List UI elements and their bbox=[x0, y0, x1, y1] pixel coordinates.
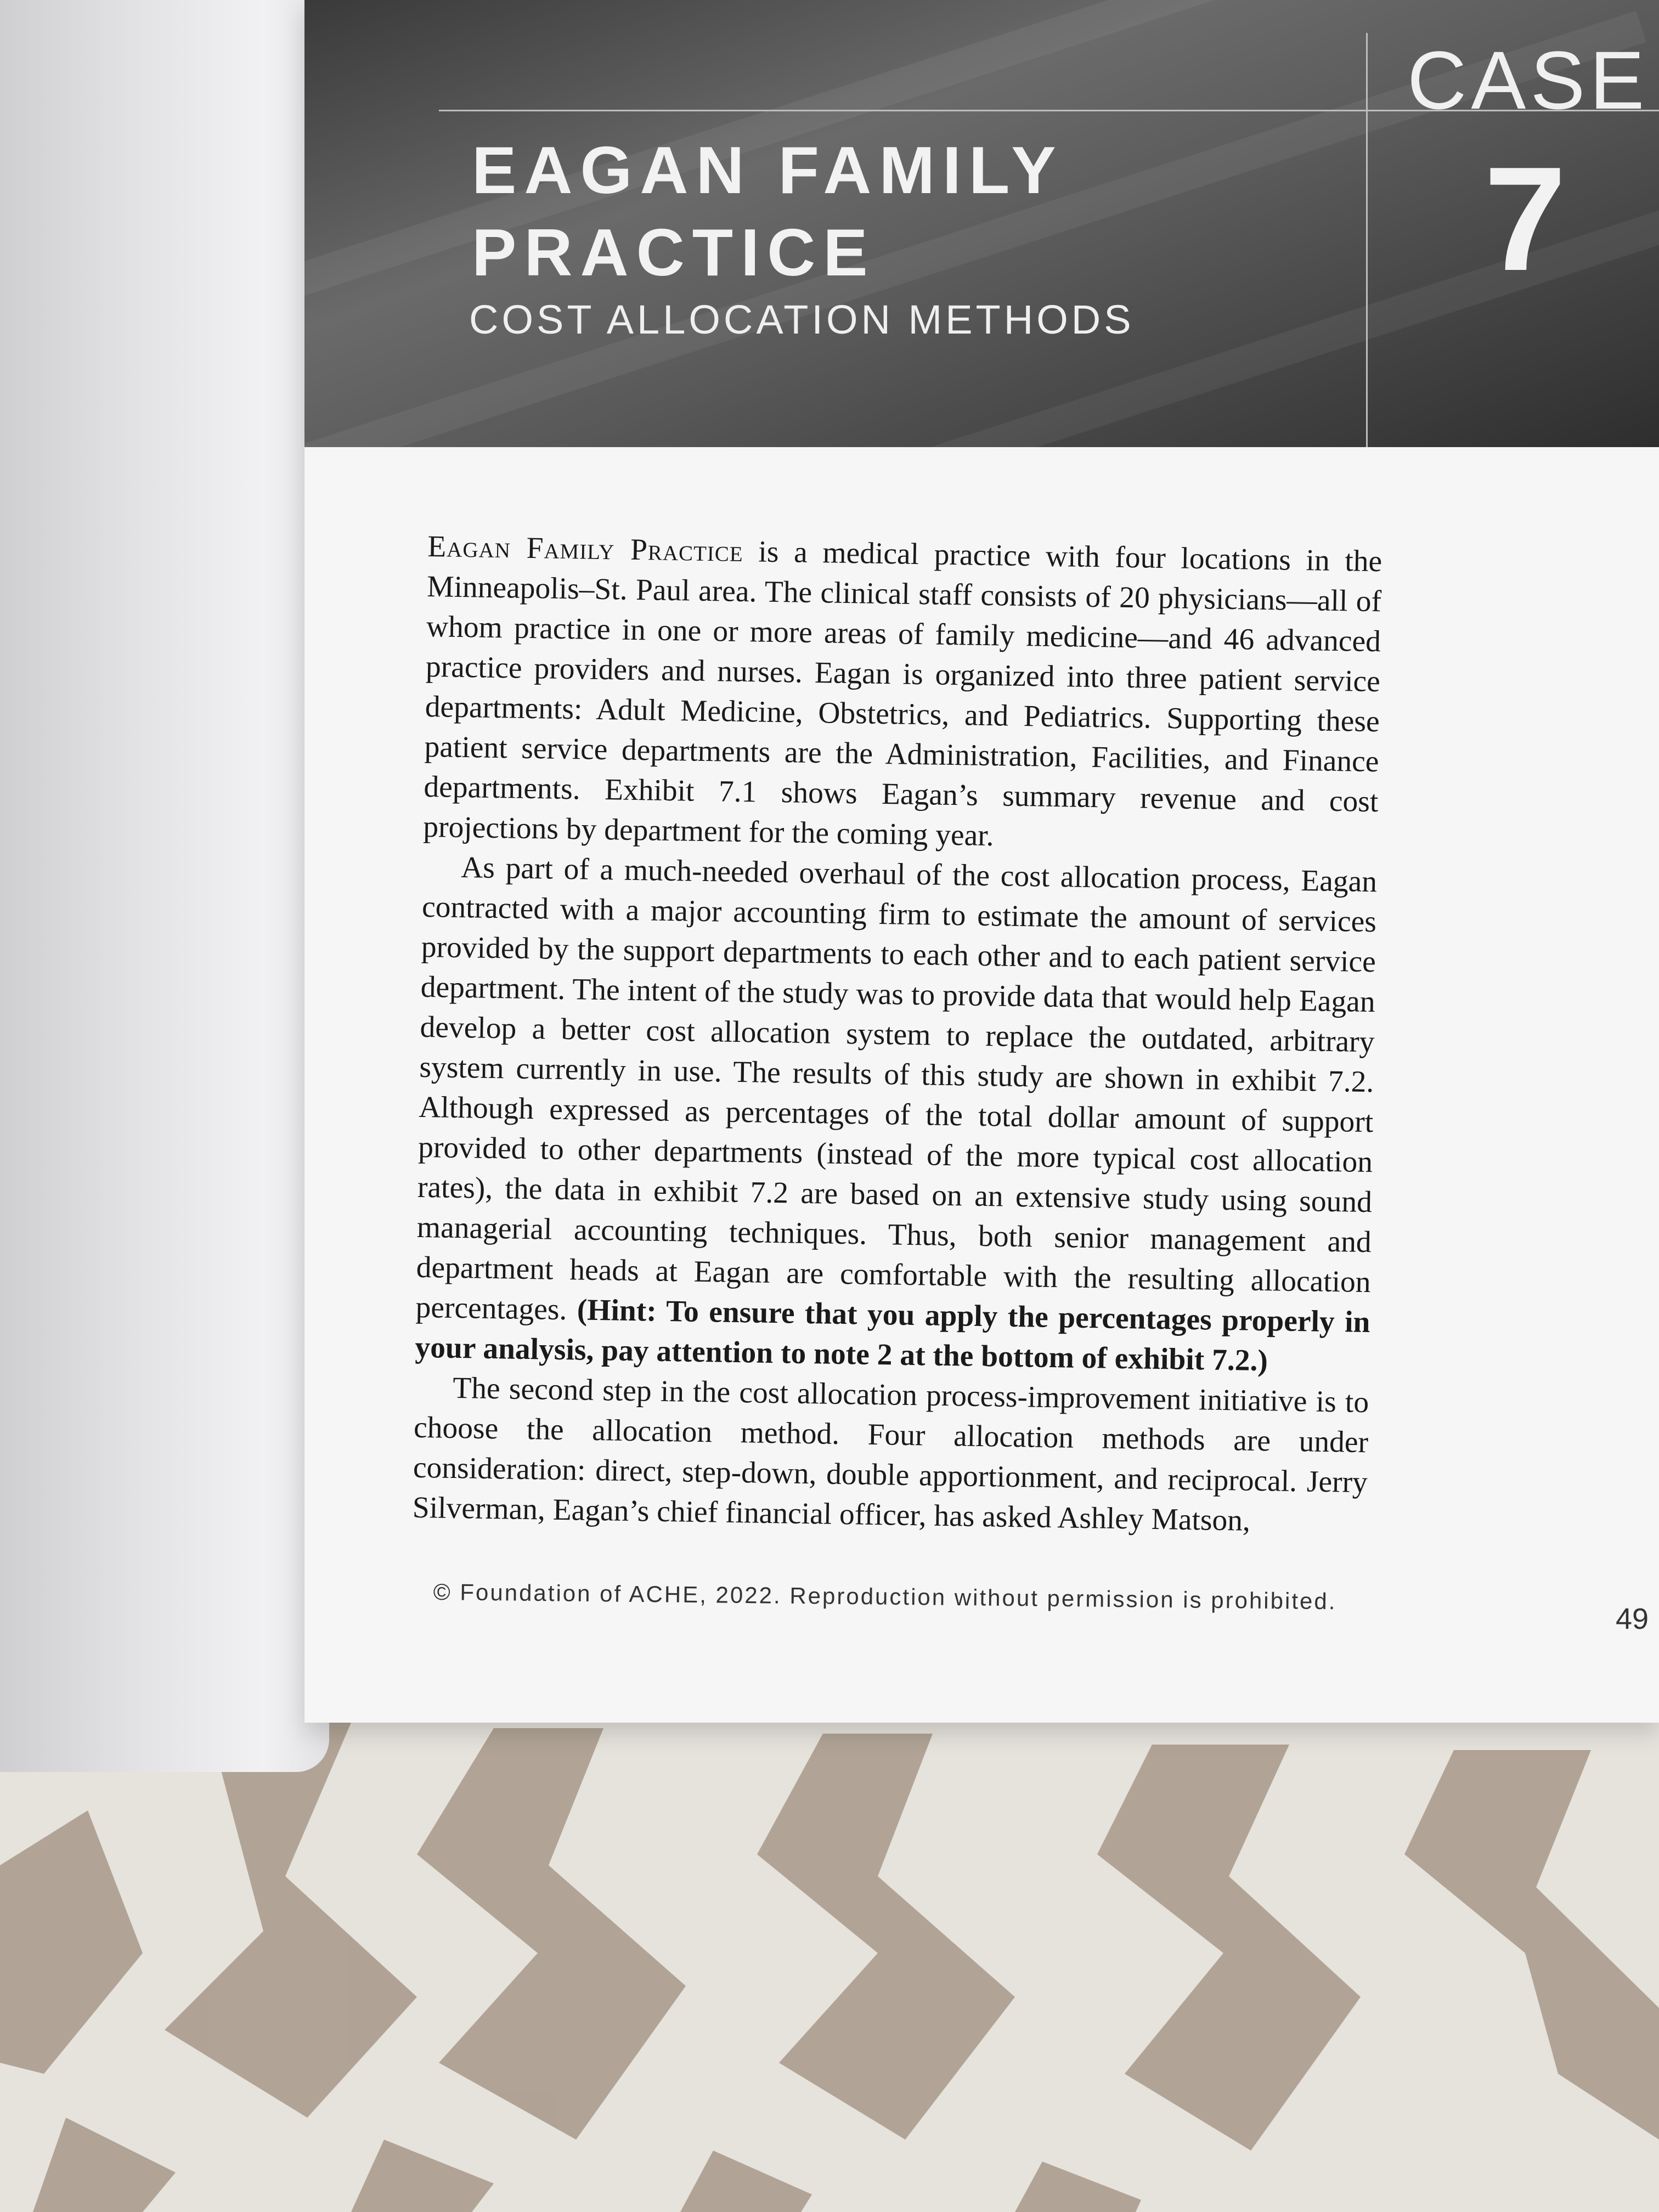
chapter-header bbox=[304, 0, 1659, 447]
paragraph-2-hint: (Hint: To ensure that you apply the percentages properly in your analysis, pay attention to note 2 at the bottom of exhibit 7.2.) bbox=[415, 1293, 1370, 1378]
paragraph-3 bbox=[412, 1368, 1369, 1543]
case-number: 7 bbox=[1484, 137, 1567, 302]
paragraph-3-text: The second step in the cost allocation process-improvement initiative is to choose the allocation method. Four allocation methods are under consideration: direct, step-down, double apportionment, and reciprocal. Jerry Silverman, Eagan’s chief financial officer, has asked Ashley Matson, bbox=[412, 1371, 1369, 1538]
paragraph-1-lead: Eagan Family Practice bbox=[427, 529, 744, 569]
left-page bbox=[0, 0, 329, 1772]
case-title bbox=[472, 129, 1064, 294]
case-label: CASE bbox=[1407, 34, 1649, 126]
page-number: 49 bbox=[1616, 1602, 1649, 1635]
case-subtitle: COST ALLOCATION METHODS bbox=[469, 297, 1135, 342]
paragraph-2 bbox=[415, 847, 1378, 1383]
paragraph-2-text: As part of a much-needed overhaul of the cost allocation process, Eagan contracted with a major accounting firm to estimate the amount of services provided by the support departments to each other and to each patient service department. The intent of the study was to provide data that would help Eagan develop a better cost allocation system to replace the outdated, arbitrary system currently in use. The results of this study are shown in exhibit 7.2. Although expressed as percentages of the total dollar amount of support provided to other departments (instead of the more typical cost allocation rates), the data in exhibit 7.2 are based on an extensive study using sound managerial accounting techniques. Thus, both senior management and department heads at Eagan are comfortable with the resulting allocation percentages. bbox=[415, 851, 1378, 1327]
header-vertical-rule bbox=[1366, 33, 1368, 447]
paragraph-1 bbox=[423, 527, 1383, 862]
left-page-bleed-text bbox=[137, 274, 161, 280]
case-title-line1: EAGAN FAMILY bbox=[472, 133, 1064, 207]
case-title-line2: PRACTICE bbox=[472, 215, 876, 290]
paragraph-1-text: is a medical practice with four locations in the Minneapolis–St. Paul area. The clinical staff consists of 20 physicians—all of whom practice in one or more areas of family medicine—and 46 advanced practice providers and nurses. Eagan is organized into three patient service departments: Adult Medicine, Obstetrics, and Pediatrics. Supporting these patient service departments are the Administration, Facilities, and Finance departments. Exhibit 7.1 shows Eagan’s summary revenue and cost projections by department for the coming year. bbox=[422, 535, 1383, 853]
body-text bbox=[412, 527, 1382, 1543]
copyright-notice: © Foundation of ACHE, 2022. Reproduction without permission is prohibited. bbox=[433, 1579, 1337, 1615]
